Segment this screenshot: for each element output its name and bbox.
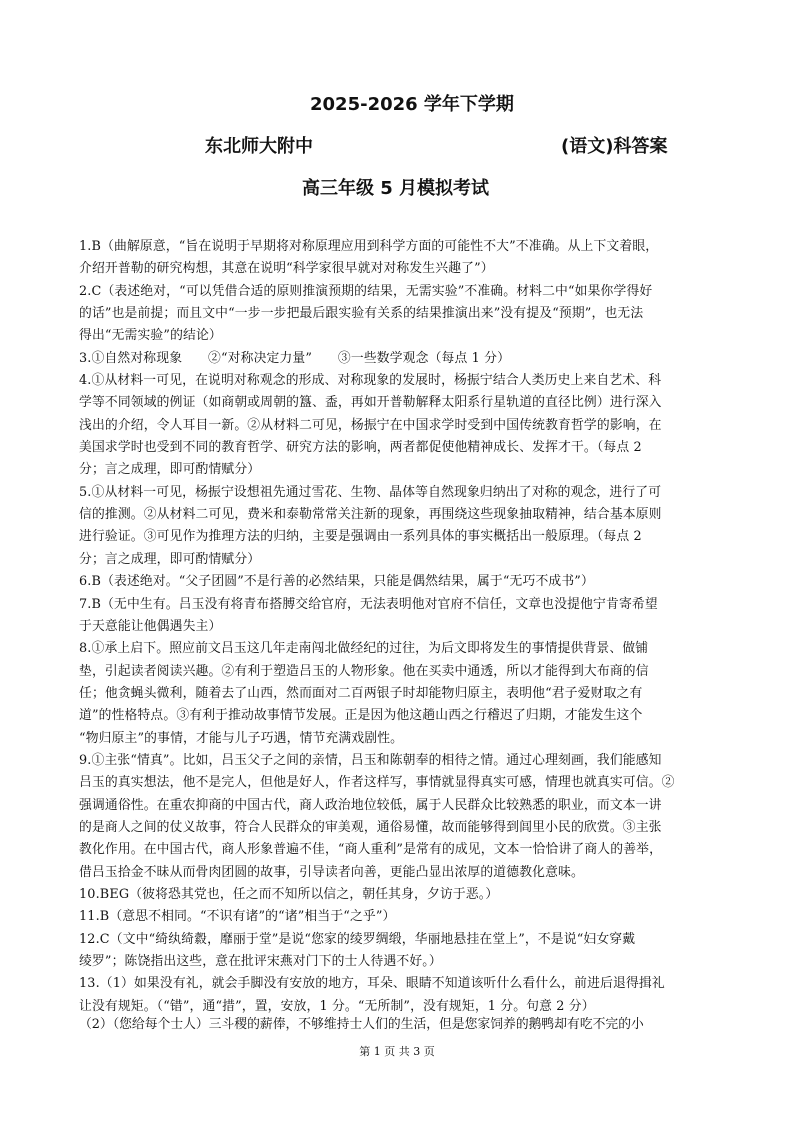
answer-line: 借吕玉拾金不昧从而骨肉团圆的故事，引导读者向善，更能凸显出浓厚的道德教化意味。 (79, 864, 584, 880)
school-name: 东北师大附中 (205, 136, 313, 157)
answer-line: 2.C（表述绝对，“可以凭借合适的原则推演预期的结果，无需实验”不准确。材料二中“如果你学得好 (79, 283, 653, 299)
answer-line: 进行验证。③可见作为推理方法的归纳，主要是强调由一系列具体的事实概括出一般原理。（每点 2 (79, 529, 642, 545)
answer-line: 信的推测。②从材料二可见，费米和泰勒常常关注新的现象，再围绕这些现象抽取精神，结合基本原则 (79, 507, 662, 523)
answer-line: 10.BEG（彼将恐其党也，任之而不知所以信之，朝任其身，夕访于恶。） (79, 886, 499, 902)
answer-line: 3.①自然对称现象 ②“对称决定力量” ③一些数学观念（每点 1 分） (79, 350, 511, 366)
answer-line: 浅出的介绍，令人耳目一新。②从材料二可见，杨振宁在中国求学时受到中国传统教育哲学的影响，在 (79, 417, 662, 433)
answer-line: 垫，引起读者阅读兴趣。②有利于塑造吕玉的人物形象。他在买卖中通透，所以才能得到大布商的信 (79, 663, 649, 679)
answer-line: 6.B（表述绝对。“父子团圆”不是行善的必然结果，只能是偶然结果，属于“无巧不成书”） (79, 574, 594, 590)
answer-line: 分；言之成理，即可酌情赋分） (79, 551, 261, 567)
answer-line: 美国求学时也受到不同的教育哲学、研究方法的影响，两者都促使他精神成长、发挥才干。（每点 2 (79, 440, 642, 456)
answer-line: 任；他贪蝇头微利，随着去了山西，然而面对二百两银子时却能物归原主，表明他“君子爱财取之有 (79, 685, 643, 701)
answer-line: 分；言之成理，即可酌情赋分） (79, 462, 261, 478)
answer-line: 吕玉的真实想法，他不是完人，但他是好人，作者这样写，事情就显得真实可感，情理也就真实可信。② (79, 775, 675, 791)
answer-line: 1.B（曲解原意，“旨在说明于早期将对称原理应用到科学方面的可能性不大”不准确。从上下文着眼， (79, 239, 659, 254)
answer-line: 学等不同领域的例证（如商朝或周朝的簋、盉，再如开普勒解释太阳系行星轨道的直径比例）进行深入 (79, 395, 662, 411)
answer-body (79, 236, 715, 1018)
school-year-heading: 2025-2026 学年下学期 (310, 94, 514, 115)
answer-line: 道”的性格特点。③有利于推动故事情节发展。正是因为他这趟山西之行稽迟了归期，才能发生这个 (79, 708, 643, 724)
answer-line: 的是商人之间的仗义故事，符合人民群众的审美观，通俗易懂，故而能够得到闾里小民的欣赏。③主张 (79, 819, 662, 835)
answer-line: 的话”也是前提；而且文中“一步一步把最后跟实验有关系的结果推演出来”没有提及“预期”，也无法 (79, 306, 644, 322)
answer-line: 11.B（意思不相同。“不识有诸”的“诸”相当于“之乎”） (79, 909, 396, 925)
page-footer: 第 1 页 共 3 页 (359, 1045, 435, 1058)
answer-line: 4.①从材料一可见，在说明对称观念的形成、对称现象的发展时，杨振宁结合人类历史上来自艺术、科 (79, 373, 662, 389)
answer-line: 强调通俗性。在重农抑商的中国古代，商人政治地位较低，属于人民群众比较熟悉的职业，而文本一讲 (79, 797, 662, 813)
answer-line: 绫罗”；陈饶指出这些，意在批评宋燕对门下的士人待遇不好。） (79, 954, 442, 969)
exam-title: 高三年级 5 月模拟考试 (302, 178, 490, 199)
answer-line: 让没有规矩。（“错”，通“措”，置，安放，1 分。“无所制”，没有规矩，1 分。句意 2 分） (79, 998, 595, 1014)
answer-line: 于天意能让他偶遇失主） (79, 618, 222, 634)
answer-line: 13.（1）如果没有礼，就会手脚没有安放的地方，耳朵、眼睛不知道该听什么看什么，前进后退得揖礼 (79, 976, 665, 992)
answer-line: “物归原主”的事情，才能与儿子巧遇，情节充满戏剧性。 (79, 730, 404, 746)
answer-line: 5.①从材料一可见，杨振宁设想祖先通过雪花、生物、晶体等自然现象归纳出了对称的观念，进行了可 (79, 484, 662, 500)
answer-line: 介绍开普勒的研究构想，其意在说明“科学家很早就对对称发生兴趣了”） (79, 261, 494, 277)
answer-continuation: （2）（您给每个士人）三斗稷的薪俸，不够维持士人们的生活，但是您家饲养的鹅鸭却有吃不完的小 (79, 1017, 644, 1032)
answer-line: 8.①承上启下。照应前文吕玉这几年走南闯北做经纪的过往，为后文即将发生的事情提供背景、做铺 (79, 641, 649, 657)
answer-line: 得出“无需实验”的结论） (79, 328, 222, 344)
answer-line: 7.B（无中生有。吕玉没有将青布搭膊交给官府，无法表明他对官府不信任，文章也没提他宁肯寄希望 (79, 596, 658, 612)
answer-line: 9.①主张“情真”。比如，吕玉父子之间的亲情，吕玉和陈朝奉的相待之情。通过心理刻画，我们能感知 (79, 752, 662, 768)
answer-line: 教化作用。在中国古代，商人形象普遍不佳，“商人重利”是常有的成见，文本一恰恰讲了商人的善举， (79, 842, 663, 858)
answer-line: 12.C（文中“绮纨绮縠，靡丽于堂”是说“您家的绫罗绸缎，华丽地悬挂在堂上”，不是说“妇女穿戴 (79, 931, 636, 947)
subject-title: (语文)科答案 (561, 136, 668, 157)
